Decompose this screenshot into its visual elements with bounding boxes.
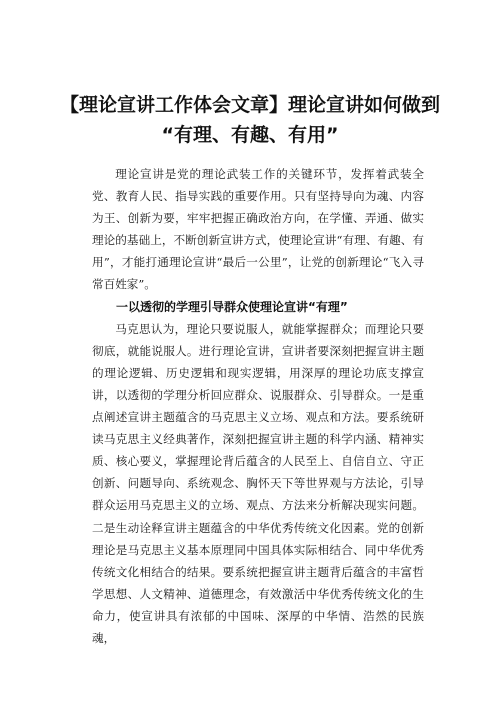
section-heading: 一以透彻的学理引导群众使理论宣讲“有理” — [116, 299, 348, 314]
section-paragraph: 马克思认为，理论只要说服人，就能掌握群众；而理论只要彻底，就能说服人。进行理论宣讲，宣讲者要深刻把握宣讲主题的理论逻辑、历史逻辑和现实逻辑，用深厚的理论功底支撑宣讲，以透彻的学理分析回应群众、说服群众、引导群众。一是重点阐述宣讲主题蕴含的马克思主义立场、观点和方法。要系统研读马克思主义经典著作，深刻把握宣讲主题的科学内涵、精神实质、核心要义，掌握理论背后蕴含的人民至上、自信自立、守正创新、问题导向、系统观念、胸怀天下等世界观与方法论，引导群众运用马克思主义的立场、观点、方法来分析解决现实问题。二是生动诠释宣讲主题蕴含的中华优秀传统文化因素。党的创新理论是马克思主义基本原理同中国具体实际相结合、同中华优秀传统文化相结合的结果。要系统把握宣讲主题背后蕴含的丰富哲学思想、人文精神、道德理念，有效激活中华优秀传统文化的生命力，使宣讲具有浓郁的中国味、深厚的中华情、浩然的民族魂， — [92, 321, 424, 645]
intro-paragraph: 理论宣讲是党的理论武装工作的关键环节，发挥着武装全党、教育人民、指导实践的重要作用。只有坚持导向为魂、内容为王、创新为要，牢牢把握正确政治方向，在学懂、弄通、做实理论的基础上，不断创新宣讲方式，使理论宣讲“有理、有趣、有用”，才能打通理论宣讲“最后一公里”，让党的创新理论“飞入寻常百姓家”。 — [92, 167, 424, 292]
document-title-line-1: 【理论宣讲工作体会文章】理论宣讲如何做到 — [60, 94, 441, 116]
document-body — [92, 163, 424, 649]
document-title-line-2: “有理、有趣、有用” — [161, 124, 339, 146]
